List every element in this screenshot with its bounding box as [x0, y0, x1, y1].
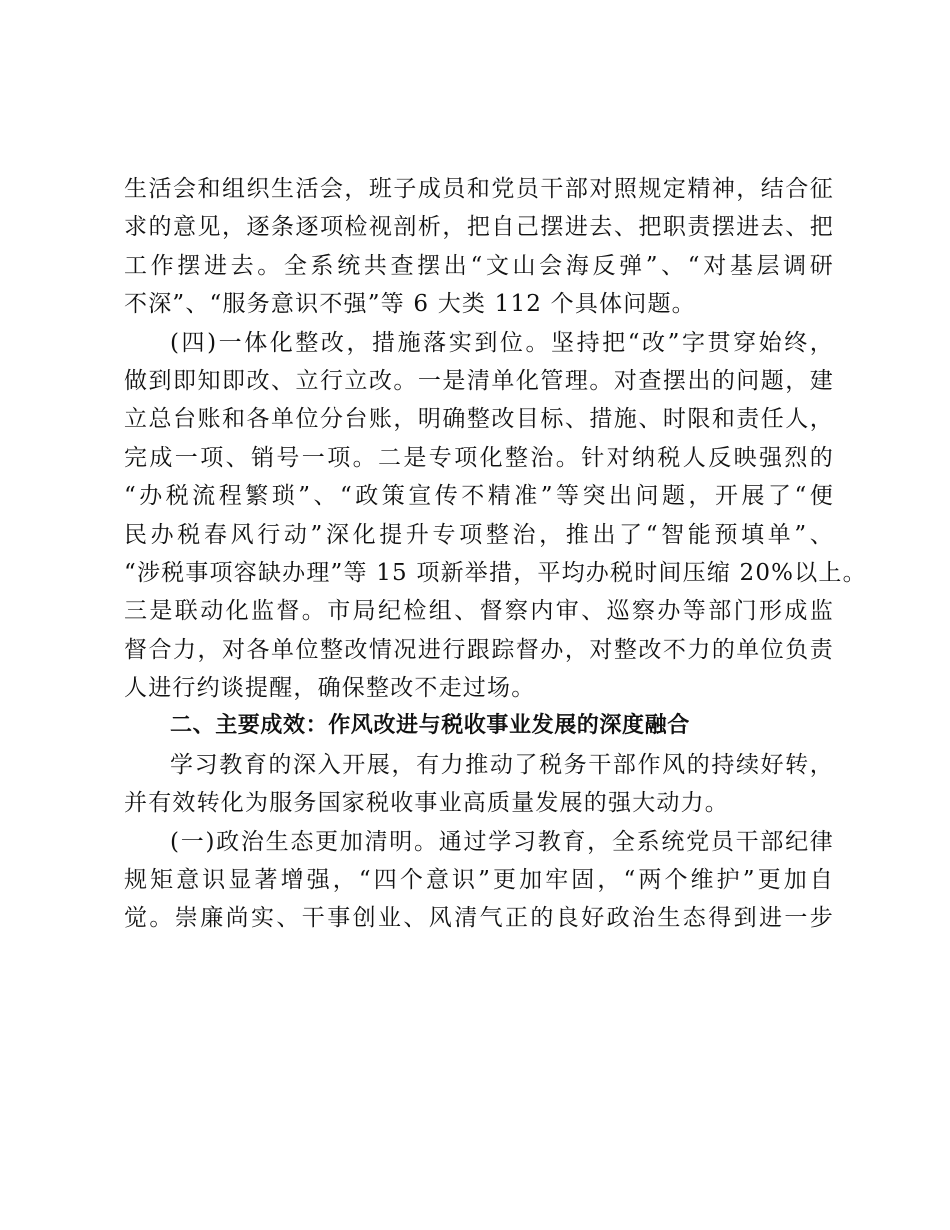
- body-text-line: 工作摆进去。全系统共查摆出“文山会海反弹”、“对基层调研: [124, 252, 834, 279]
- body-text-line: 做到即知即改、立行立改。一是清单化管理。对查摆出的问题，建: [124, 367, 834, 394]
- section-heading: 二、主要成效：作风改进与税收事业发展的深度融合: [170, 713, 690, 739]
- paragraph-first-line: 学习教育的深入开展，有力推动了税务干部作风的持续好转，: [170, 751, 834, 778]
- body-text-line: 并有效转化为服务国家税收事业高质量发展的强大动力。: [124, 790, 729, 817]
- body-text-line: 不深”、“服务意识不强”等 6 大类 112 个具体问题。: [124, 291, 696, 318]
- body-text-line: “办税流程繁琐”、“政策宣传不精准”等突出问题，开展了“便: [124, 483, 834, 510]
- body-text-line: 规矩意识显著增强，“四个意识”更加牢固，“两个维护”更加自: [124, 867, 834, 894]
- paragraph-first-line: (一)政治生态更加清明。通过学习教育，全系统党员干部纪律: [170, 828, 834, 855]
- body-text-line: 立总台账和各单位分台账，明确整改目标、措施、时限和责任人，: [124, 406, 834, 433]
- body-text-line: 觉。崇廉尚实、干事创业、风清气正的良好政治生态得到进一步: [124, 905, 834, 932]
- paragraph-first-line: (四)一体化整改，措施落实到位。坚持把“改”字贯穿始终，: [170, 329, 834, 356]
- body-text-line: 督合力，对各单位整改情况进行跟踪督办，对整改不力的单位负责: [124, 636, 834, 663]
- body-text-line: 人进行约谈提醒，确保整改不走过场。: [124, 675, 536, 702]
- body-text-line: 生活会和组织生活会，班子成员和党员干部对照规定精神，结合征: [124, 176, 834, 202]
- body-text-line: 求的意见，逐条逐项检视剖析，把自己摆进去、把职责摆进去、把: [124, 214, 834, 241]
- body-text-line: 完成一项、销号一项。二是专项化整治。针对纳税人反映强烈的: [124, 444, 834, 471]
- document-body: [124, 170, 867, 938]
- body-text-line: 民办税春风行动”深化提升专项整治，推出了“智能预填单”、: [124, 521, 834, 548]
- body-text-line: 三是联动化监督。市局纪检组、督察内审、巡察办等部门形成监: [124, 598, 834, 625]
- body-text-line: “涉税事项容缺办理”等 15 项新举措，平均办税时间压缩 20%以上。: [124, 559, 867, 586]
